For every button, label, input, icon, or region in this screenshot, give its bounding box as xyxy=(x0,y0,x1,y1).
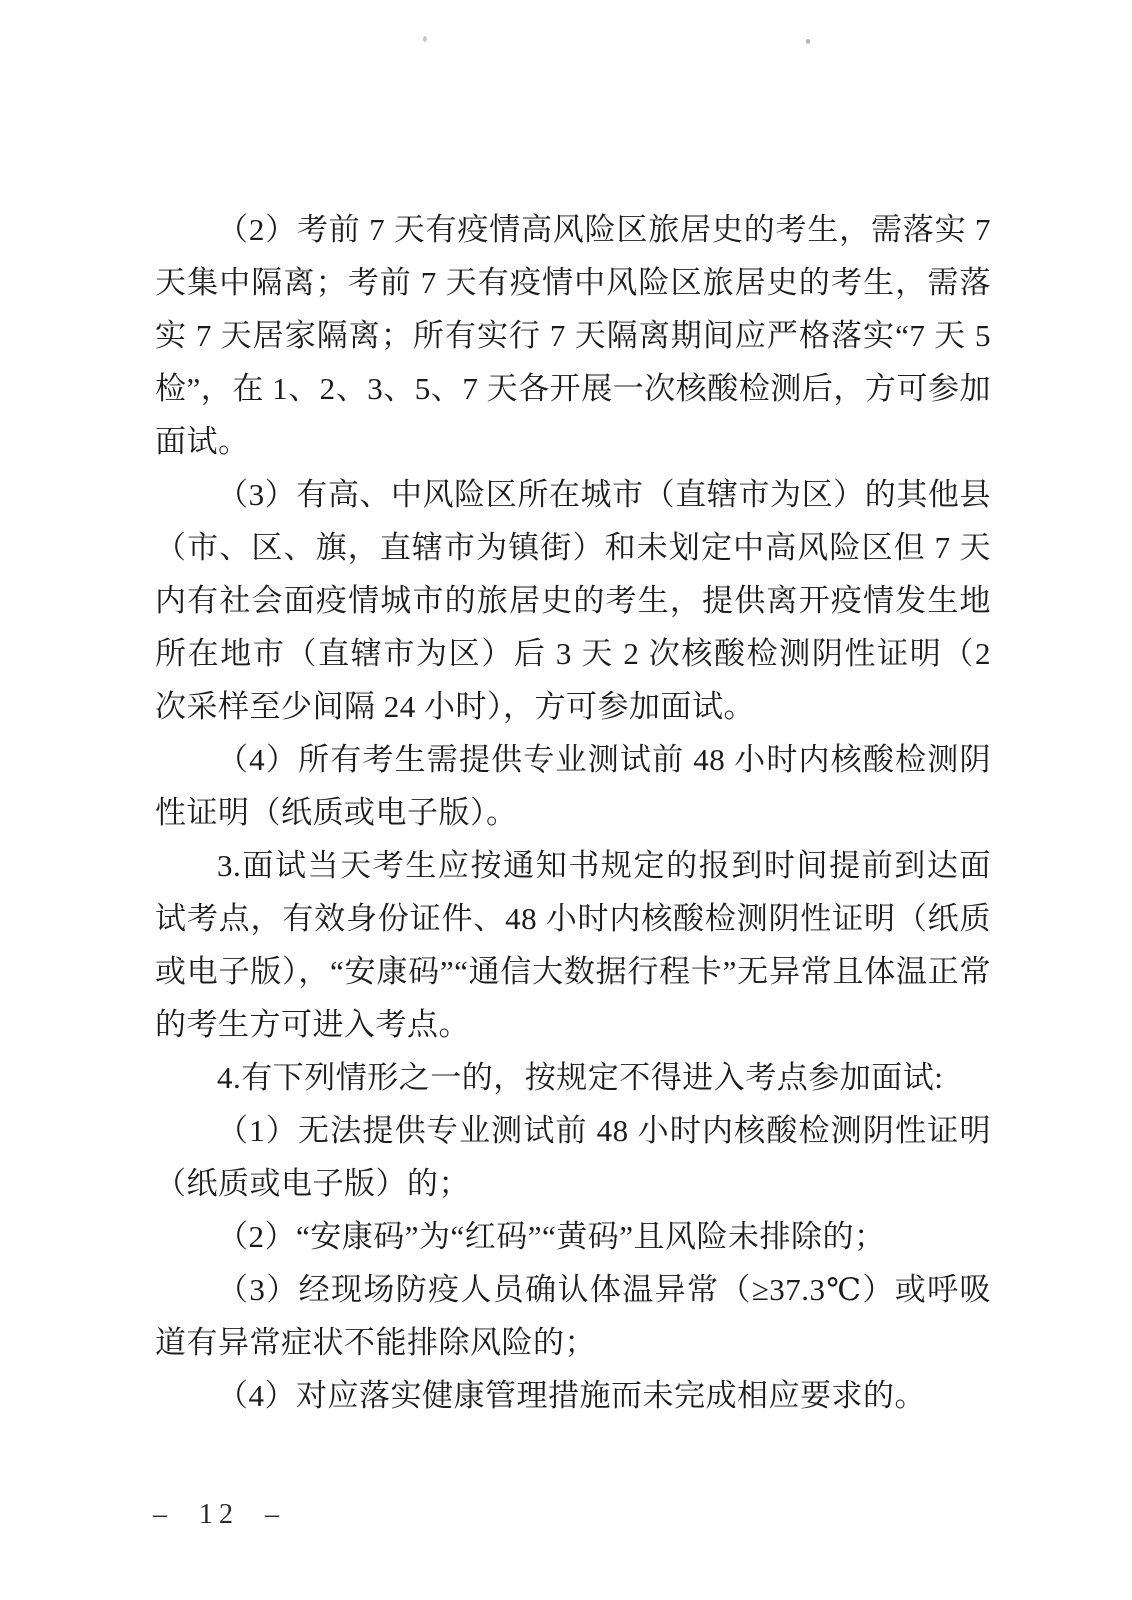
paragraph-case-4-health-management: （4）对应落实健康管理措施而未完成相应要求的。 xyxy=(217,1378,926,1413)
paragraph-4-nucleic-acid-proof: （4）所有考生需提供专业测试前 48 小时内核酸检测阴性证明（纸质或电子版）。 xyxy=(155,742,991,830)
paragraph-case-3-abnormal-temperature: （3）经现场防疫人员确认体温异常（≥37.3℃）或呼吸道有异常症状不能排除风险的； xyxy=(155,1272,991,1360)
scan-speck-left xyxy=(423,36,427,42)
paragraph-prohibited-cases-intro: 4.有下列情形之一的，按规定不得进入考点参加面试: xyxy=(217,1060,944,1095)
paragraph-interview-day-requirements: 3.面试当天考生应按通知书规定的报到时间提前到达面试考点，有效身份证件、48 小时内核酸检测阴性证明（纸质或电子版），“安康码”“通信大数据行程卡”无异常且体温正常的考生方可进入考点。 xyxy=(155,848,991,1042)
paragraph-case-2-red-yellow-code: （2）“安康码”为“红码”“黄码”且风险未排除的； xyxy=(217,1219,886,1254)
paragraph-case-1-no-proof: （1）无法提供专业测试前 48 小时内核酸检测阴性证明（纸质或电子版）的； xyxy=(155,1113,991,1201)
scan-speck-right xyxy=(806,39,810,44)
paragraph-2-quarantine-rules: （2）考前 7 天有疫情高风险区旅居史的考生，需落实 7 天集中隔离；考前 7 天有疫情中风险区旅居史的考生，需落实 7 天居家隔离；所有实行 7 天隔离期间应严格落实“7 天 5 检”，在 1、2、3、5、7 天各开展一次核酸检测后，方可参加面试。 xyxy=(155,212,991,459)
page-number: – 12 – xyxy=(153,1499,285,1530)
paragraph-3-medium-high-risk-areas: （3）有高、中风险区所在城市（直辖市为区）的其他县（市、区、旗，直辖市为镇街）和未划定中高风险区但 7 天内有社会面疫情城市的旅居史的考生，提供离开疫情发生地所在地市（直辖市为区）后 3 天 2 次核酸检测阴性证明（2 次采样至少间隔 24 小时），方可参加面试。 xyxy=(155,477,991,724)
body-text xyxy=(155,203,991,1422)
